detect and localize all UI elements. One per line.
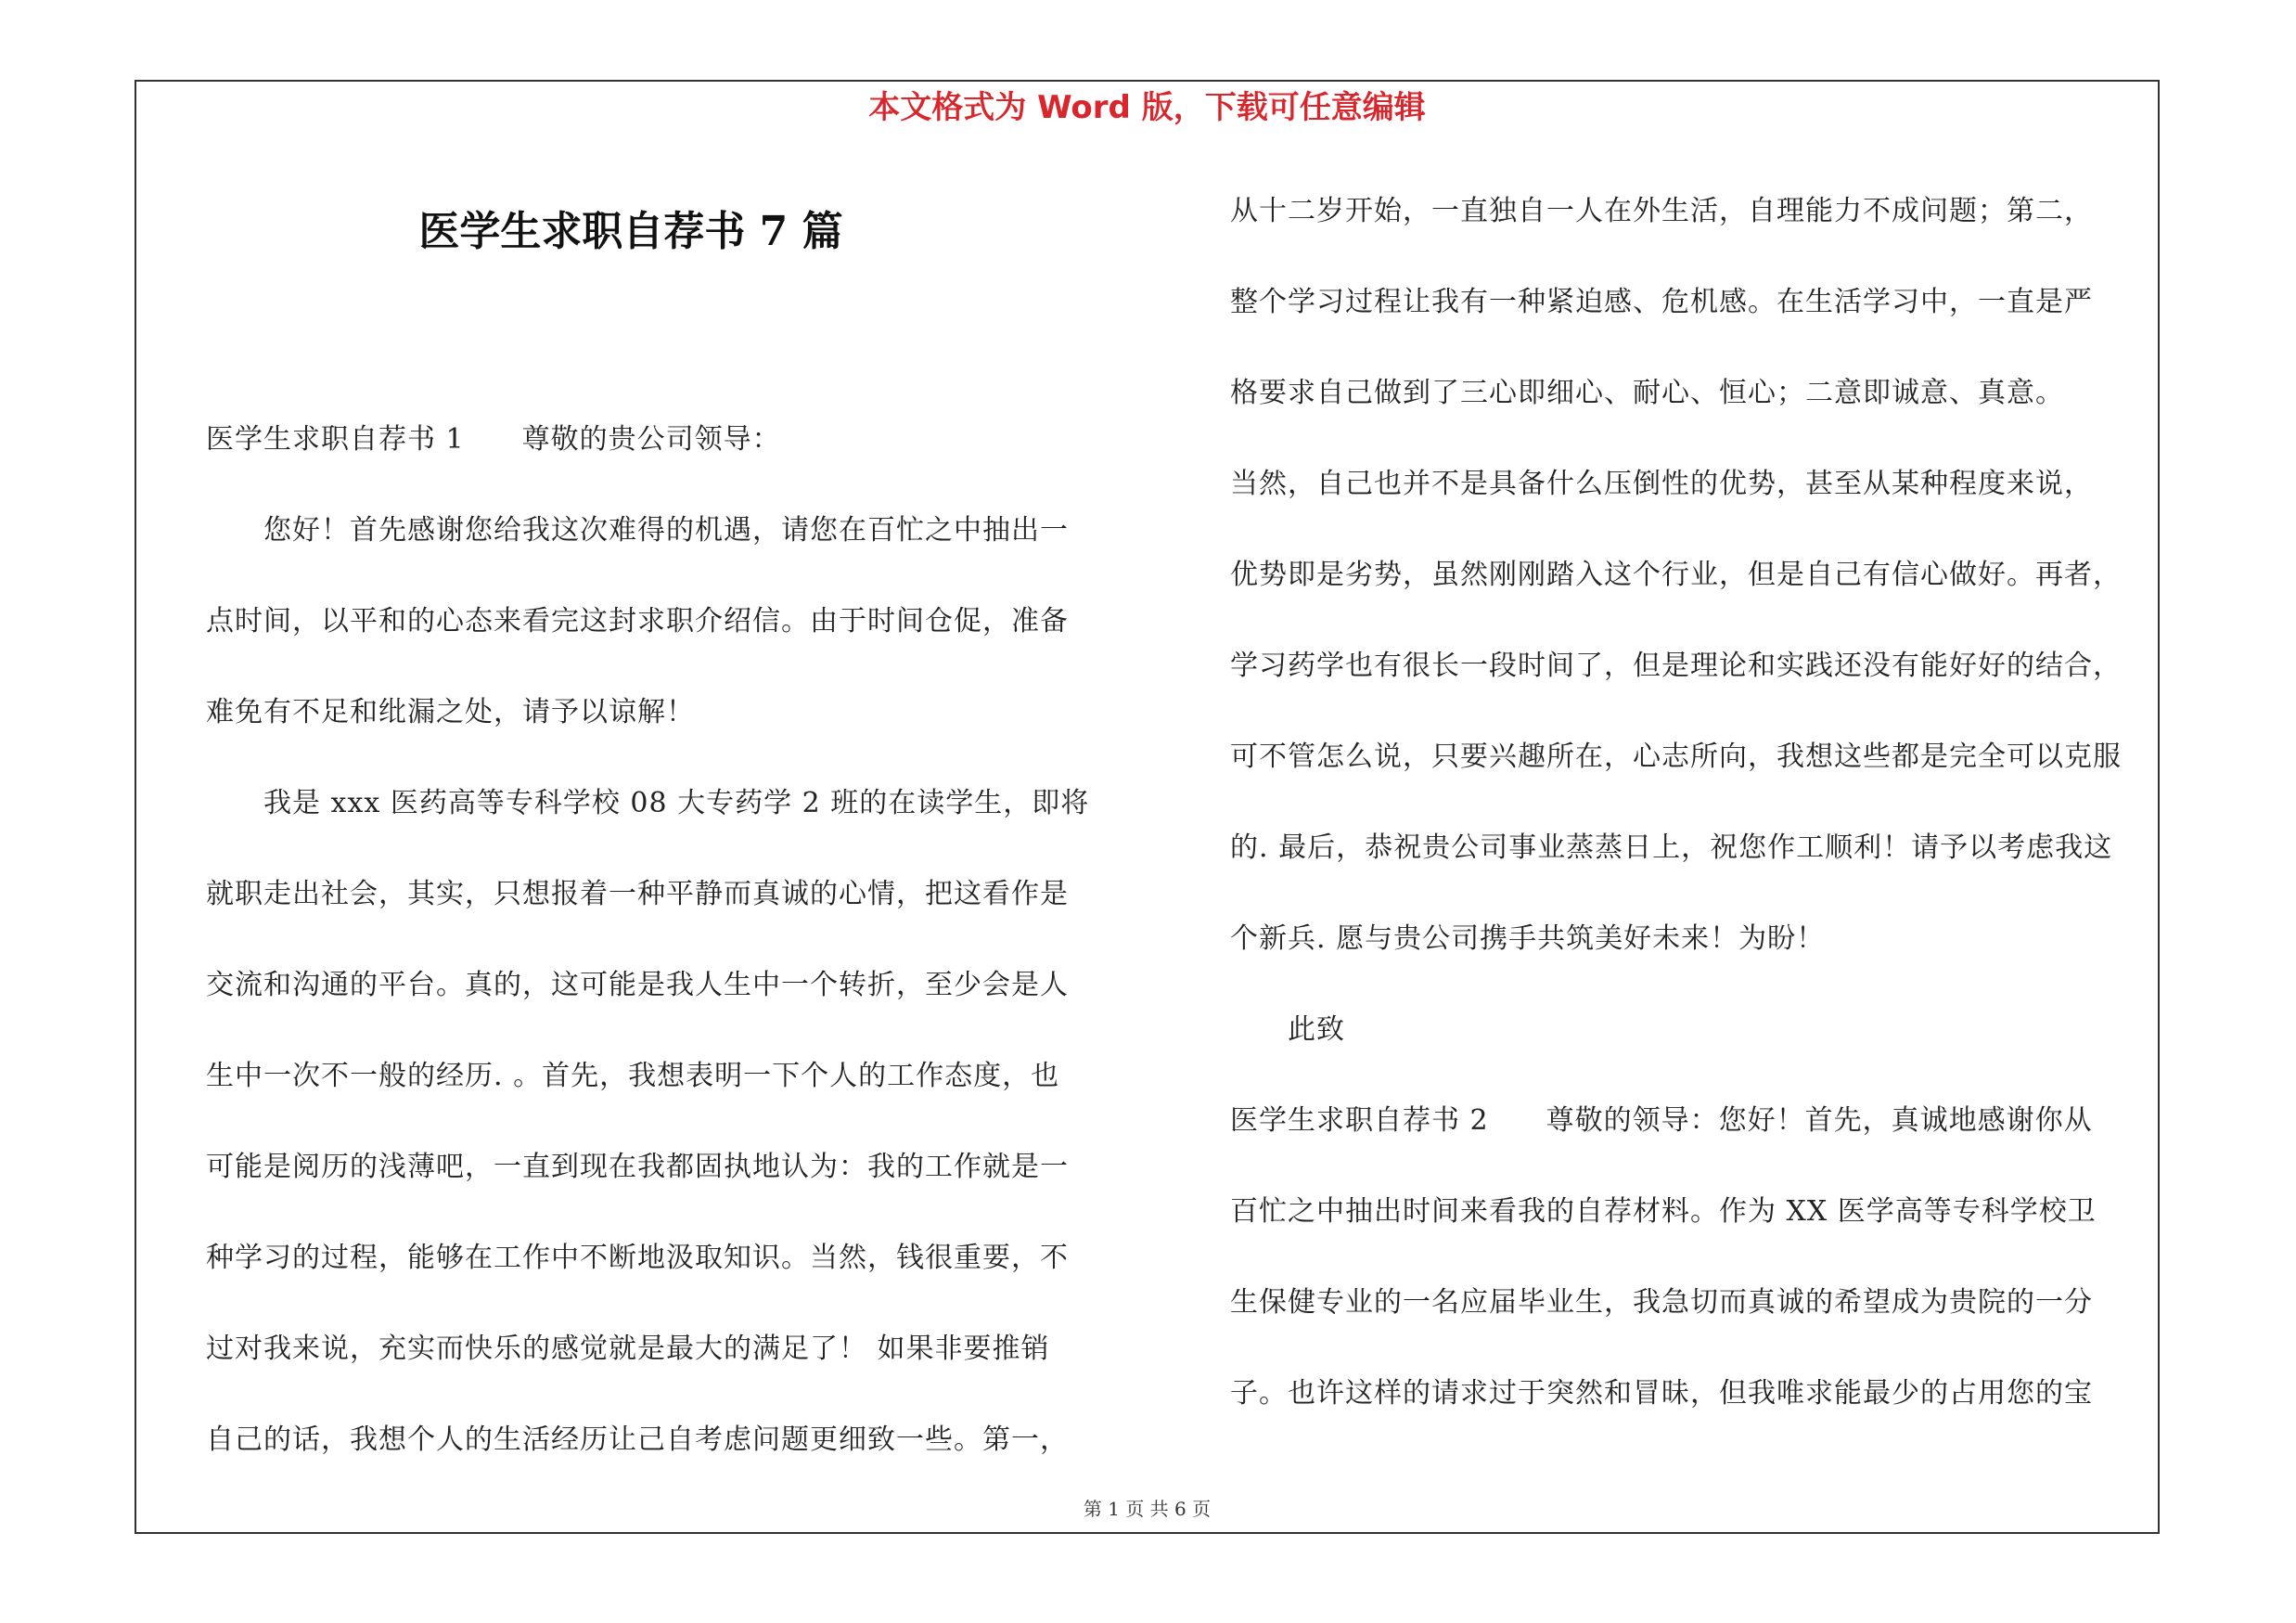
text-line: 可不管怎么说，只要兴趣所在，心志所向，我想这些都是完全可以克服 — [1230, 741, 2122, 773]
text-line: 格要求自己做到了三心即细心、耐心、恒心；二意即诚意、真意。 — [1230, 377, 2064, 409]
text-line: 我是 xxx 医药高等专科学校 08 大专药学 2 班的在读学生，即将 — [206, 787, 1090, 819]
text-line: 就职走出社会，其实，只想报着一种平静而真诚的心情，把这看作是 — [206, 878, 1069, 910]
text-line: 学习药学也有很长一段时间了，但是理论和实践还没有能好好的结合， — [1230, 650, 2122, 682]
text-line: 点时间，以平和的心态来看完这封求职介绍信。由于时间仓促，准备 — [206, 605, 1069, 638]
right-column — [1230, 166, 2158, 1439]
text-line: 您好！首先感谢您给我这次难得的机遇，请您在百忙之中抽出一 — [206, 514, 1069, 547]
text-line: 从十二岁开始，一直独自一人在外生活，自理能力不成问题；第二， — [1230, 195, 2093, 227]
text-line: 此致 — [1230, 1013, 1345, 1046]
left-column — [206, 394, 1143, 1486]
text-line: 的. 最后，恭祝贵公司事业蒸蒸日上，祝您作工顺利！请予以考虑我这 — [1230, 831, 2113, 864]
page-number-footer: 第 1 页 共 6 页 — [1083, 1498, 1212, 1520]
text-line: 过对我来说，充实而快乐的感觉就是最大的满足了！ 如果非要推销 — [206, 1333, 1050, 1365]
text-line: 医学生求职自荐书 2 尊敬的领导：您好！首先，真诚地感谢你从 — [1230, 1104, 2093, 1137]
text-line: 难免有不足和纰漏之处，请予以谅解！ — [206, 696, 695, 728]
text-line: 生保健专业的一名应届毕业生，我急切而真诚的希望成为贵院的一分 — [1230, 1286, 2093, 1319]
text-line: 整个学习过程让我有一种紧迫感、危机感。在生活学习中，一直是严 — [1230, 286, 2093, 318]
text-line: 种学习的过程，能够在工作中不断地汲取知识。当然，钱很重要，不 — [206, 1242, 1069, 1274]
text-line: 自己的话，我想个人的生活经历让己自考虑问题更细致一些。第一， — [206, 1423, 1069, 1456]
text-line: 百忙之中抽出时间来看我的自荐材料。作为 XX 医学高等专科学校卫 — [1230, 1195, 2097, 1228]
text-line: 交流和沟通的平台。真的，这可能是我人生中一个转折，至少会是人 — [206, 969, 1069, 1001]
document-title: 医学生求职自荐书 7 篇 — [418, 208, 843, 255]
text-line: 可能是阅历的浅薄吧，一直到现在我都固执地认为：我的工作就是一 — [206, 1151, 1069, 1183]
text-line: 生中一次不一般的经历. 。首先，我想表明一下个人的工作态度，也 — [206, 1060, 1060, 1092]
text-line: 子。也许这样的请求过于突然和冒昧，但我唯求能最少的占用您的宝 — [1230, 1377, 2093, 1410]
text-line: 优势即是劣势，虽然刚刚踏入这个行业，但是自己有信心做好。再者， — [1230, 559, 2122, 591]
format-banner: 本文格式为 Word 版，下载可任意编辑 — [868, 89, 1426, 126]
text-line: 当然，自己也并不是具备什么压倒性的优势，甚至从某种程度来说， — [1230, 468, 2093, 500]
text-line: 个新兵. 愿与贵公司携手共筑美好未来！为盼！ — [1230, 922, 1826, 955]
text-line: 医学生求职自荐书 1 尊敬的贵公司领导： — [206, 423, 781, 456]
